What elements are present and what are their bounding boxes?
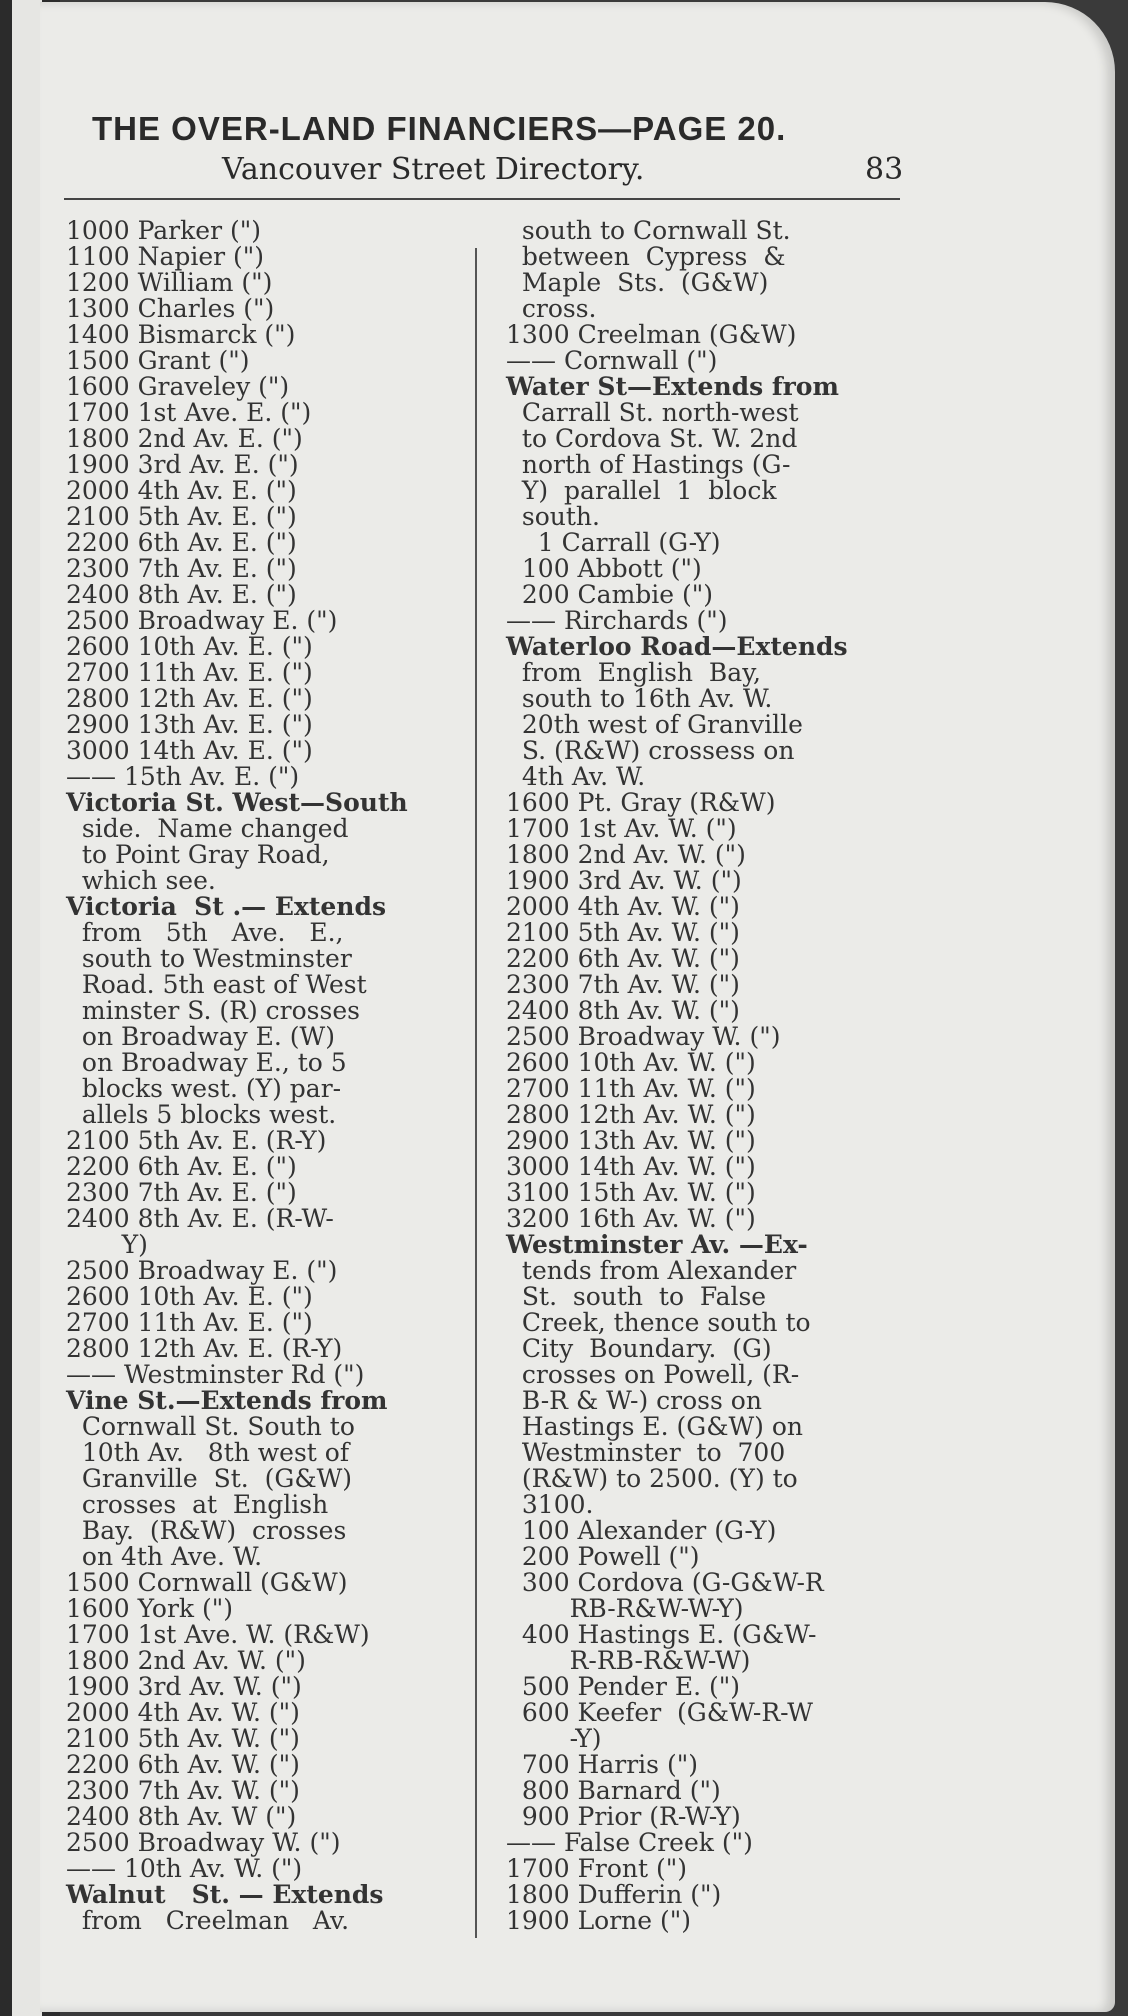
directory-line: 2200 6th Av. W. (") (506, 944, 740, 973)
directory-line: 2800 12th Av. E. (R-Y) (66, 1334, 343, 1363)
directory-line: 3200 16th Av. W. (") (506, 1204, 756, 1233)
directory-line: Westminster to 700 (506, 1438, 786, 1467)
directory-line: 1900 3rd Av. W. (") (506, 866, 742, 895)
directory-line: Y) parallel 1 block (506, 476, 777, 505)
header-rule (64, 198, 900, 200)
directory-line: B-R & W-) cross on (506, 1386, 762, 1415)
directory-line: Cornwall St. South to (66, 1412, 355, 1441)
directory-line: 1500 Cornwall (G&W) (66, 1568, 348, 1597)
directory-line: blocks west. (Y) par- (66, 1074, 342, 1103)
directory-line: from English Bay, (506, 658, 761, 687)
directory-line: 1300 Creelman (G&W) (506, 320, 797, 349)
directory-line: 2400 8th Av. E. (") (66, 580, 297, 609)
directory-line: 2300 7th Av. W. (") (66, 1776, 300, 1805)
directory-line: —— 10th Av. W. (") (66, 1854, 303, 1883)
directory-line: 2000 4th Av. W. (") (506, 892, 740, 921)
directory-line: 200 Cambie (") (506, 580, 714, 609)
directory-line: 1100 Napier (") (66, 242, 265, 271)
directory-line: Maple Sts. (G&W) (506, 268, 769, 297)
directory-line: on Broadway E., to 5 (66, 1048, 347, 1077)
directory-line: 2100 5th Av. E. (") (66, 502, 297, 531)
directory-line: 2000 4th Av. W. (") (66, 1698, 300, 1727)
directory-line: which see. (66, 866, 216, 895)
directory-line: 2100 5th Av. E. (R-Y) (66, 1126, 327, 1155)
directory-line: 2000 4th Av. E. (") (66, 476, 297, 505)
directory-line: 1800 2nd Av. E. (") (66, 424, 303, 453)
directory-line: 2700 11th Av. E. (") (66, 1308, 313, 1337)
directory-line: 2300 7th Av. W. (") (506, 970, 740, 999)
street-heading: Victoria St .— Extends (66, 892, 387, 921)
directory-line: south to 16th Av. W. (506, 684, 773, 713)
directory-line: tends from Alexander (506, 1256, 797, 1285)
directory-line: 2900 13th Av. W. (") (506, 1126, 756, 1155)
right-column (506, 218, 911, 1934)
directory-line: Road. 5th east of West (66, 970, 367, 999)
directory-line: Carrall St. north-west (506, 398, 799, 427)
directory-line: on Broadway E. (W) (66, 1022, 335, 1051)
directory-line: north of Hastings (G- (506, 450, 791, 479)
directory-line: S. (R&W) crossess on (506, 736, 795, 765)
directory-line: 700 Harris (") (506, 1750, 698, 1779)
directory-line: 2100 5th Av. W. (") (506, 918, 740, 947)
directory-line: 2600 10th Av. E. (") (66, 1282, 313, 1311)
directory-line: 1700 1st Av. W. (") (506, 814, 737, 843)
directory-line: 2800 12th Av. W. (") (506, 1100, 756, 1129)
directory-line: 1900 3rd Av. E. (") (66, 450, 299, 479)
directory-line: R-RB-R&W-W) (506, 1646, 751, 1675)
directory-line: 2200 6th Av. E. (") (66, 1152, 297, 1181)
directory-line: 2500 Broadway W. (") (66, 1828, 341, 1857)
directory-line: 1400 Bismarck (") (66, 320, 296, 349)
directory-line: 1700 Front (") (506, 1854, 688, 1883)
directory-line: 2200 6th Av. W. (") (66, 1750, 300, 1779)
directory-line: south. (506, 502, 600, 531)
previous-page-edge (12, 0, 42, 2016)
directory-line: 100 Abbott (") (506, 554, 702, 583)
page-header-title: THE OVER-LAND FINANCIERS—PAGE 20. (92, 110, 787, 147)
directory-line: 2600 10th Av. W. (") (506, 1048, 756, 1077)
left-column (66, 218, 466, 1934)
directory-line: 2500 Broadway E. (") (66, 606, 338, 635)
directory-line: from 5th Ave. E., (66, 918, 344, 947)
directory-line: 100 Alexander (G-Y) (506, 1516, 777, 1545)
street-heading: Westminster Av. —Ex- (506, 1230, 808, 1259)
directory-line: 1600 York (") (66, 1594, 234, 1623)
directory-line: 900 Prior (R-W-Y) (506, 1802, 741, 1831)
directory-line: 600 Keefer (G&W-R-W (506, 1698, 813, 1727)
directory-line: 200 Powell (") (506, 1542, 700, 1571)
directory-line: —— False Creek (") (506, 1828, 753, 1857)
directory-line: to Point Gray Road, (66, 840, 330, 869)
directory-line: City Boundary. (G) (506, 1334, 772, 1363)
directory-line: from Creelman Av. (66, 1906, 350, 1935)
page-number: 83 (865, 152, 904, 187)
directory-line: 1200 William (") (66, 268, 273, 297)
directory-line: 1700 1st Ave. E. (") (66, 398, 312, 427)
directory-line: 2400 8th Av. W (") (66, 1802, 297, 1831)
directory-line: 2700 11th Av. E. (") (66, 658, 313, 687)
directory-line: 1800 2nd Av. W. (") (66, 1646, 306, 1675)
directory-line: —— Rirchards (") (506, 606, 728, 635)
directory-line: —— Westminster Rd (") (66, 1360, 365, 1389)
directory-line: 1800 Dufferin (") (506, 1880, 722, 1909)
directory-line: allels 5 blocks west. (66, 1100, 337, 1129)
directory-line: 10th Av. 8th west of (66, 1438, 350, 1467)
directory-line: side. Name changed (66, 814, 349, 843)
directory-line: 3100. (506, 1490, 594, 1519)
directory-line: 1900 3rd Av. W. (") (66, 1672, 302, 1701)
directory-line: —— Cornwall (") (506, 346, 718, 375)
directory-line: 800 Barnard (") (506, 1776, 721, 1805)
directory-line: crosses at English (66, 1490, 329, 1519)
directory-line: (R&W) to 2500. (Y) to (506, 1464, 798, 1493)
directory-line: cross. (506, 294, 597, 323)
directory-line: -Y) (506, 1724, 602, 1753)
directory-line: 1500 Grant (") (66, 346, 250, 375)
directory-line: 300 Cordova (G-G&W-R (506, 1568, 824, 1597)
column-divider (475, 248, 477, 1938)
directory-line: 1300 Charles (") (66, 294, 275, 323)
directory-line: 1800 2nd Av. W. (") (506, 840, 746, 869)
directory-line: 20th west of Granville (506, 710, 803, 739)
directory-line: 2800 12th Av. E. (") (66, 684, 313, 713)
directory-line: 2300 7th Av. E. (") (66, 554, 297, 583)
directory-line: 2500 Broadway E. (") (66, 1256, 338, 1285)
directory-line: minster S. (R) crosses (66, 996, 360, 1025)
directory-line: 2700 11th Av. W. (") (506, 1074, 756, 1103)
directory-line: 3000 14th Av. W. (") (506, 1152, 756, 1181)
directory-line: 1900 Lorne (") (506, 1906, 692, 1935)
directory-line: on 4th Ave. W. (66, 1542, 263, 1571)
directory-line: 2300 7th Av. E. (") (66, 1178, 297, 1207)
directory-line: 2100 5th Av. W. (") (66, 1724, 300, 1753)
street-heading: Waterloo Road—Extends (506, 632, 848, 661)
directory-line: Bay. (R&W) crosses (66, 1516, 347, 1545)
directory-line: 1000 Parker (") (66, 216, 261, 245)
page-header-subtitle: Vancouver Street Directory. (222, 152, 645, 187)
directory-line: between Cypress & (506, 242, 786, 271)
directory-line: 4th Av. W. (506, 762, 646, 791)
street-heading: Water St—Extends from (506, 372, 839, 401)
directory-line: Y) (66, 1230, 148, 1259)
directory-line: —— 15th Av. E. (") (66, 762, 300, 791)
directory-line: St. south to False (506, 1282, 767, 1311)
street-heading: Walnut St. — Extends (66, 1880, 384, 1909)
directory-line: south to Westminster (66, 944, 352, 973)
directory-line: Creek, thence south to (506, 1308, 811, 1337)
directory-line: 3100 15th Av. W. (") (506, 1178, 756, 1207)
directory-line: 2200 6th Av. E. (") (66, 528, 297, 557)
street-heading: Vine St.—Extends from (66, 1386, 388, 1415)
directory-line: 1600 Graveley (") (66, 372, 290, 401)
directory-line: Hastings E. (G&W) on (506, 1412, 804, 1441)
directory-line: 500 Pender E. (") (506, 1672, 740, 1701)
directory-line: 2900 13th Av. E. (") (66, 710, 313, 739)
directory-line: to Cordova St. W. 2nd (506, 424, 798, 453)
directory-line: 1 Carrall (G-Y) (506, 528, 721, 557)
directory-line: 400 Hastings E. (G&W- (506, 1620, 817, 1649)
directory-line: south to Cornwall St. (506, 216, 791, 245)
directory-line: Granville St. (G&W) (66, 1464, 353, 1493)
directory-line: RB-R&W-W-Y) (506, 1594, 744, 1623)
directory-line: 1600 Pt. Gray (R&W) (506, 788, 776, 817)
directory-line: 2400 8th Av. W. (") (506, 996, 740, 1025)
directory-line: 2600 10th Av. E. (") (66, 632, 313, 661)
directory-line: 2500 Broadway W. (") (506, 1022, 781, 1051)
directory-line: 3000 14th Av. E. (") (66, 736, 313, 765)
street-heading: Victoria St. West—South (66, 788, 408, 817)
directory-line: 2400 8th Av. E. (R-W- (66, 1204, 334, 1233)
directory-line: crosses on Powell, (R- (506, 1360, 800, 1389)
directory-line: 1700 1st Ave. W. (R&W) (66, 1620, 370, 1649)
